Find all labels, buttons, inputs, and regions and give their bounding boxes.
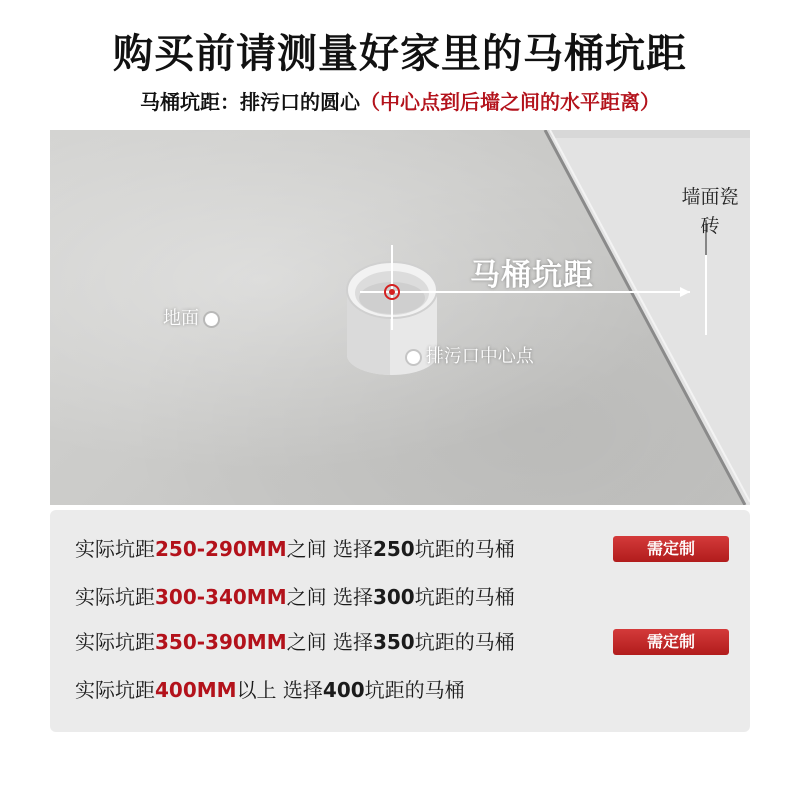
wall-tile-label: 墙面瓷砖 (681, 186, 739, 237)
subtitle (0, 86, 800, 115)
option-suffix: 坑距的马桶 (364, 678, 465, 702)
option-suffix: 坑距的马桶 (414, 537, 515, 561)
option-mid: 以上 选择 (236, 678, 323, 702)
drain-center-label (407, 342, 534, 368)
measurement-diagram (50, 130, 750, 505)
option-row (75, 529, 515, 569)
custom-badge: 需定制 (613, 629, 729, 655)
option-prefix: 实际坑距 (75, 630, 155, 654)
drain-dot-icon (407, 351, 420, 364)
floor-label-text: 地面 (163, 308, 199, 329)
option-mid: 之间 选择 (286, 630, 373, 654)
option-range: 350-390MM (155, 630, 287, 654)
option-suffix: 坑距的马桶 (414, 585, 515, 609)
option-prefix: 实际坑距 (75, 537, 155, 561)
option-suffix: 坑距的马桶 (414, 630, 515, 654)
option-mid: 之间 选择 (286, 537, 373, 561)
option-range: 250-290MM (155, 537, 287, 561)
custom-badge: 需定制 (613, 536, 729, 562)
page-title: 购买前请测量好家里的马桶坑距 (113, 31, 687, 77)
option-range: 300-340MM (155, 585, 287, 609)
subtitle-highlight: （中心点到后墙之间的水平距离） (360, 90, 660, 114)
subtitle-prefix: 马桶坑距：排污口的圆心 (140, 90, 360, 114)
distance-label: 马桶坑距 (470, 258, 594, 293)
option-row (75, 670, 465, 710)
diagram-graphics (50, 130, 750, 505)
option-prefix: 实际坑距 (75, 585, 155, 609)
floor-label (163, 304, 218, 330)
option-row (75, 622, 515, 662)
option-number: 350 (372, 630, 415, 654)
option-mid: 之间 选择 (286, 585, 373, 609)
option-number: 400 (322, 678, 365, 702)
floor-dot-icon (205, 313, 218, 326)
option-row (75, 577, 515, 617)
options-panel (50, 510, 750, 732)
drain-center-label-text: 排污口中心点 (425, 346, 534, 367)
option-number: 250 (372, 537, 415, 561)
option-prefix: 实际坑距 (75, 678, 155, 702)
option-number: 300 (372, 585, 415, 609)
option-range: 400MM (155, 678, 237, 702)
